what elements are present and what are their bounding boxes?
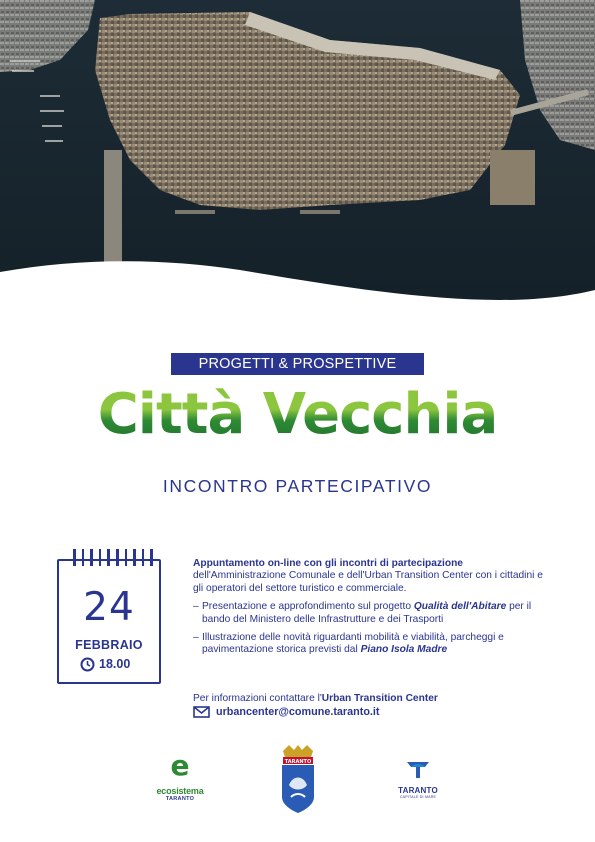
svg-text:TARANTO: TARANTO: [284, 759, 312, 765]
ecosistema-logo: e ecosistema TARANTO: [150, 752, 210, 802]
intro-rest: dell'Amministrazione Comunale e dell'Urban Transition Center con i cittadini e gli operatori del settore turistico e commerciale.: [193, 570, 543, 594]
event-day: 24: [83, 585, 135, 630]
hero-aerial-image: [0, 0, 595, 318]
intro-paragraph: [193, 558, 553, 595]
event-month: FEBBRAIO: [75, 638, 143, 652]
tail-icon: [405, 758, 431, 780]
envelope-icon: [193, 706, 210, 718]
project-name: Qualità dell'Abitare: [413, 601, 507, 613]
clock-icon: [80, 657, 95, 672]
page-title: Città Vecchia: [0, 380, 595, 450]
aerial-photo: [0, 0, 595, 318]
crest-icon: [277, 745, 319, 817]
event-time-row: [80, 656, 130, 672]
list-item: – Illustrazione delle novità riguardanti mobilità e viabilità, parcheggi e pavimentazione storica previsti dal Piano Isola Madre: [193, 632, 504, 656]
taranto-logo: TARANTO CAPITALE DI MARE: [392, 758, 444, 799]
email-row: [193, 706, 380, 718]
plan-name: Piano Isola Madre: [360, 644, 448, 656]
svg-text:e: e: [170, 752, 190, 780]
ecosistema-e-icon: [167, 752, 193, 780]
city-crest-logo: [277, 745, 319, 817]
list-item: – Presentazione e approfondimento sul progetto Qualità dell'Abitare per il bando del Ministero delle Infrastrutture e dei Trasporti: [193, 601, 532, 625]
agenda-list: [193, 601, 553, 657]
event-description: [193, 558, 553, 663]
section-tag: PROGETTI & PROSPETTIVE: [171, 353, 424, 375]
event-time: 18.00: [99, 657, 131, 671]
event-subtitle: INCONTRO PARTECIPATIVO: [162, 476, 433, 496]
intro-bold: Appuntamento on-line con gli incontri di partecipazione: [193, 558, 463, 569]
contact-line: Per informazioni contattare l'Urban Transition Center: [193, 693, 438, 704]
email-link[interactable]: urbancenter@comune.taranto.it: [216, 706, 380, 718]
